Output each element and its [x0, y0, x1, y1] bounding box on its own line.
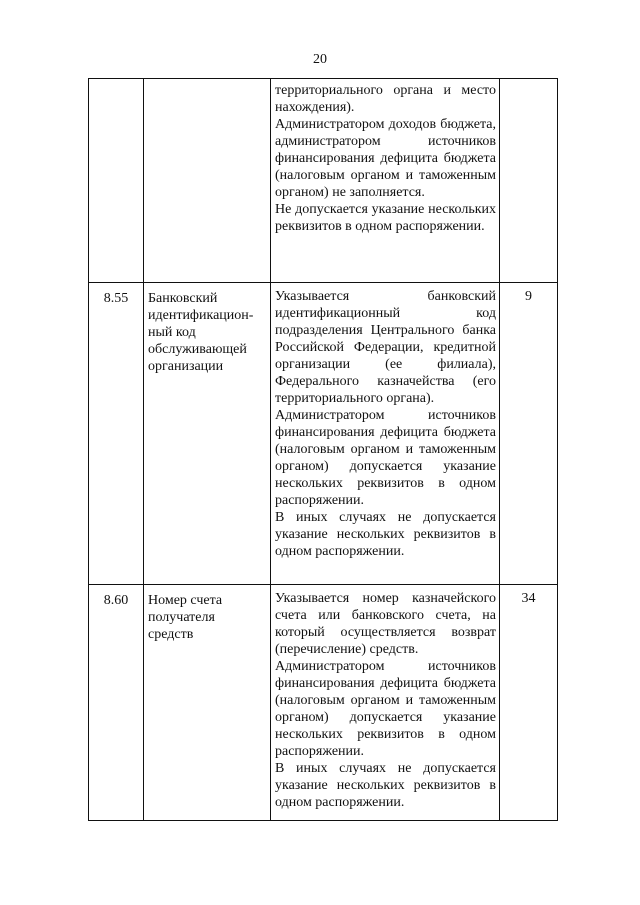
- row-description-cell: [271, 79, 500, 283]
- requisites-table: [88, 78, 558, 821]
- name-line: Банковский: [148, 291, 218, 306]
- row-name-cell: [144, 585, 271, 821]
- description-paragraph: Указывается номер казначейского счета или банковского счета, на который осуществляется возврат (перечисление) средств.: [275, 591, 496, 657]
- description-paragraph: В иных случаях не допускается указание нескольких реквизитов в одном распоряжении.: [275, 510, 496, 559]
- description-paragraph: Не допускается указание нескольких реквизитов в одном распоряжении.: [275, 202, 496, 234]
- row-description-cell: [271, 283, 500, 585]
- description-paragraph: В иных случаях не допускается указание нескольких реквизитов в одном распоряжении.: [275, 761, 496, 810]
- row-number-cell: 8.55: [89, 283, 144, 585]
- name-line: организации: [148, 359, 224, 374]
- description-paragraph: Указывается банковский идентификационный код подразделения Центрального банка Российской Федерации, кредитной организации (ее филиала), Федерального казначейства (его территориального органа).: [275, 289, 496, 406]
- row-description-cell: [271, 585, 500, 821]
- description-paragraph: Администратором источников финансирования дефицита бюджета (налоговым органом и таможенным органом) допускается указание нескольких реквизитов в одном распоряжении.: [275, 408, 496, 508]
- name-line: обслуживающей: [148, 342, 247, 357]
- row-size-cell: [500, 79, 558, 283]
- row-number-cell: 8.60: [89, 585, 144, 821]
- row-size-cell: 34: [500, 585, 558, 821]
- name-line: получателя: [148, 610, 215, 625]
- row-name-cell: [144, 283, 271, 585]
- row-size-cell: 9: [500, 283, 558, 585]
- table-row: [89, 585, 558, 821]
- name-line: средств: [148, 627, 194, 642]
- name-line: Номер счета: [148, 593, 223, 608]
- description-paragraph: Администратором доходов бюджета, администратором источников финансирования дефицита бюджета (налоговым органом и таможенным органом) не заполняется.: [275, 117, 496, 200]
- description-paragraph: территориального органа и место нахождения).: [275, 83, 496, 115]
- row-name-cell: [144, 79, 271, 283]
- name-line: ный код: [148, 325, 196, 340]
- page-number: 20: [313, 52, 327, 67]
- table-row: [89, 79, 558, 283]
- description-paragraph: Администратором источников финансирования дефицита бюджета (налоговым органом и таможенным органом) допускается указание нескольких реквизитов в одном распоряжении.: [275, 659, 496, 759]
- name-line: идентификацион-: [148, 308, 254, 323]
- table-row: [89, 283, 558, 585]
- row-number-cell: [89, 79, 144, 283]
